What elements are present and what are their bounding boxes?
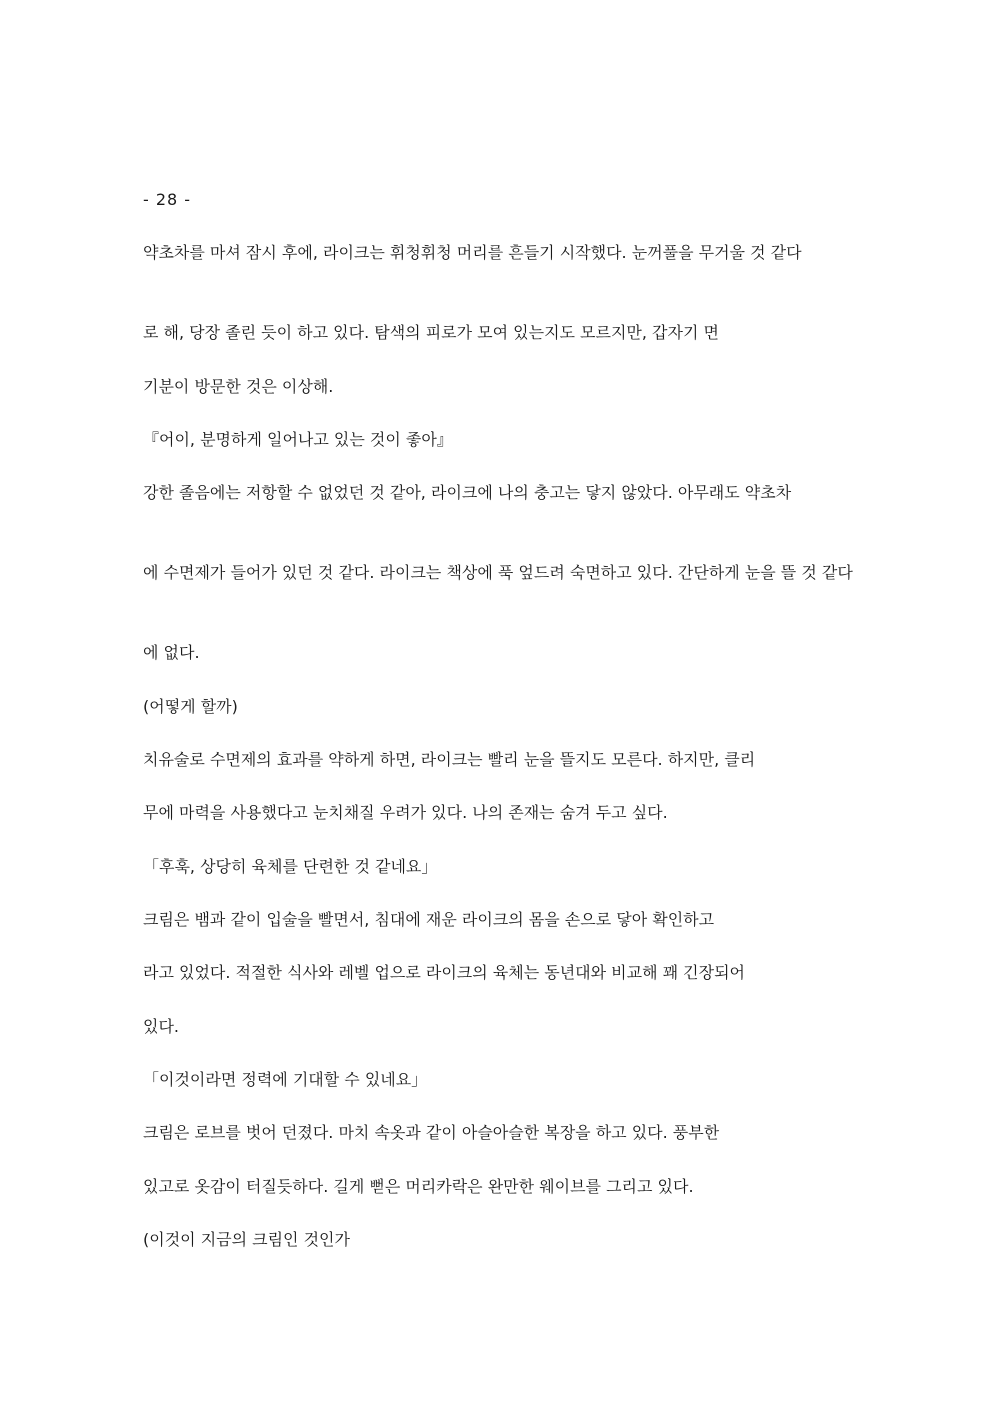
paragraph-9: 치유술로 수면제의 효과를 약하게 하면, 라이크는 빨리 눈을 뜰지도 모른다. 하지만, 클리 [143, 750, 756, 769]
paragraph-17: 있고로 옷감이 터질듯하다. 길게 뻗은 머리카락은 완만한 웨이브를 그리고 있다. [143, 1177, 694, 1196]
paragraph-10: 무에 마력을 사용했다고 눈치채질 우려가 있다. 나의 존재는 숨겨 두고 싶다. [143, 803, 668, 822]
paragraph-11: 「후훅, 상당히 육체를 단련한 것 같네요」 [143, 857, 438, 876]
paragraph-14: 있다. [143, 1017, 179, 1036]
paragraph-1: 약초차를 마셔 잠시 후에, 라이크는 휘청휘청 머리를 흔들기 시작했다. 눈꺼풀을 무거울 것 같다 [143, 243, 802, 262]
paragraph-7: 에 없다. [143, 643, 200, 662]
paragraph-4: 『어이, 분명하게 일어나고 있는 것이 좋아』 [143, 430, 453, 449]
paragraph-8: (어떻게 할까) [143, 697, 238, 716]
paragraph-12: 크림은 뱀과 같이 입술을 빨면서, 침대에 재운 라이크의 몸을 손으로 닿아 확인하고 [143, 910, 715, 929]
paragraph-15: 「이것이라면 정력에 기대할 수 있네요」 [143, 1070, 428, 1089]
paragraph-18: (이것이 지금의 크림인 것인가 [143, 1230, 350, 1249]
paragraph-13: 라고 있었다. 적절한 식사와 레벨 업으로 라이크의 육체는 동년대와 비교해 꽤 긴장되어 [143, 963, 745, 982]
page-number: - 28 - [143, 190, 192, 209]
paragraph-3: 기분이 방문한 것은 이상해. [143, 377, 334, 396]
paragraph-5: 강한 졸음에는 저항할 수 없었던 것 같아, 라이크에 나의 충고는 닿지 않았다. 아무래도 약초차 [143, 483, 792, 502]
paragraph-16: 크림은 로브를 벗어 던졌다. 마치 속옷과 같이 아슬아슬한 복장을 하고 있다. 풍부한 [143, 1123, 720, 1142]
paragraph-6: 에 수면제가 들어가 있던 것 같다. 라이크는 책상에 푹 엎드려 숙면하고 있다. 간단하게 눈을 뜰 것 같다 [143, 563, 853, 582]
paragraph-2: 로 해, 당장 졸린 듯이 하고 있다. 탐색의 피로가 모여 있는지도 모르지만, 갑자기 면 [143, 323, 719, 342]
